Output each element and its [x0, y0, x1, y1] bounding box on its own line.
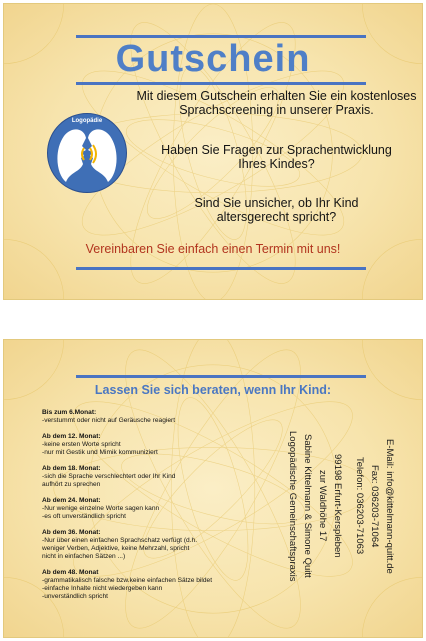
bottom-divider	[76, 267, 366, 270]
milestone-heading: Ab dem 36. Monat:	[42, 529, 101, 536]
milestone-item	[42, 409, 242, 425]
contact-practice: Logopädische Gemeinschaftspraxis	[287, 430, 298, 582]
back-heading: Lassen Sie sich beraten, wenn Ihr Kind:	[94, 383, 332, 397]
logopaedie-logo-icon	[46, 112, 128, 194]
milestone-line: nicht in einfachen Sätzen ...)	[42, 553, 126, 560]
milestone-line: -nur mit Gestik und Mimik kommuniziert	[42, 449, 158, 456]
milestone-heading: Bis zum 6.Monat:	[42, 409, 97, 416]
contact-street: zur Waldhöhe 17	[317, 470, 328, 542]
contact-city: 99198 Erfurt-Kerspleben	[332, 454, 343, 558]
voucher-front	[3, 3, 423, 300]
contact-email[interactable]: E-Mail: info@kittelmann-quitt.de	[384, 438, 395, 574]
question1-line-2: Ihres Kindes?	[238, 157, 315, 171]
milestone-list	[42, 409, 242, 609]
appointment-call-to-action: Vereinbaren Sie einfach einen Termin mit uns!	[85, 242, 341, 256]
milestone-item	[42, 433, 242, 457]
milestone-line: -unverständlich spricht	[42, 593, 108, 600]
milestone-line: -es oft unverständlich spricht	[42, 513, 126, 520]
question-development	[134, 143, 419, 171]
voucher-title: Gutschein	[115, 38, 311, 80]
question2-line-1: Sind Sie unsicher, ob Ihr Kind	[194, 196, 359, 210]
contact-fax: Fax: 036203-71064	[369, 464, 380, 548]
milestone-heading: Ab dem 12. Monat:	[42, 433, 101, 440]
milestone-line: weniger Verben, Adjektive, keine Mehrzahl, spricht	[42, 545, 190, 552]
milestone-line: -keine ersten Worte spricht	[42, 441, 121, 448]
milestone-heading: Ab dem 24. Monat:	[42, 497, 101, 504]
intro-line-2: Sprachscreening in unserer Praxis.	[179, 103, 374, 117]
milestone-item	[42, 497, 242, 521]
milestone-heading: Ab dem 48. Monat	[42, 569, 99, 576]
contact-names: Sabine Kittelmann & Simone Quitt	[302, 434, 313, 578]
contact-phone: Telefon: 036203-71063	[354, 457, 365, 555]
top-divider	[76, 375, 366, 378]
milestone-item	[42, 465, 242, 489]
milestone-line: -sich die Sprache verschlechtert oder Ihr Kind	[42, 473, 176, 480]
title-underline	[76, 82, 366, 85]
milestone-line: -einfache Inhalte nicht wiedergeben kann	[42, 585, 163, 592]
milestone-line: -Nur über einen einfachen Sprachschatz verfügt (d.h.	[42, 537, 198, 544]
intro-line-1: Mit diesem Gutschein erhalten Sie ein kostenloses	[136, 89, 417, 103]
milestone-heading: Ab dem 18. Monat:	[42, 465, 101, 472]
milestone-line: -verstummt oder nicht auf Geräusche reagiert	[42, 417, 176, 424]
question-age-appropriate	[134, 196, 419, 224]
milestone-item	[42, 569, 242, 601]
logo-label: Logopädie	[71, 118, 103, 124]
milestone-line: -Nur wenige einzelne Worte sagen kann	[42, 505, 160, 512]
milestone-line: aufhört zu sprechen	[42, 481, 101, 488]
question2-line-2: altersgerecht spricht?	[216, 210, 337, 224]
question1-line-1: Haben Sie Fragen zur Sprachentwicklung	[161, 143, 392, 157]
milestone-line: -grammatikalisch falsche bzw.keine einfachen Sätze bildet	[42, 577, 213, 584]
voucher-back	[3, 339, 423, 638]
voucher-intro	[134, 89, 419, 117]
milestone-item	[42, 529, 242, 561]
